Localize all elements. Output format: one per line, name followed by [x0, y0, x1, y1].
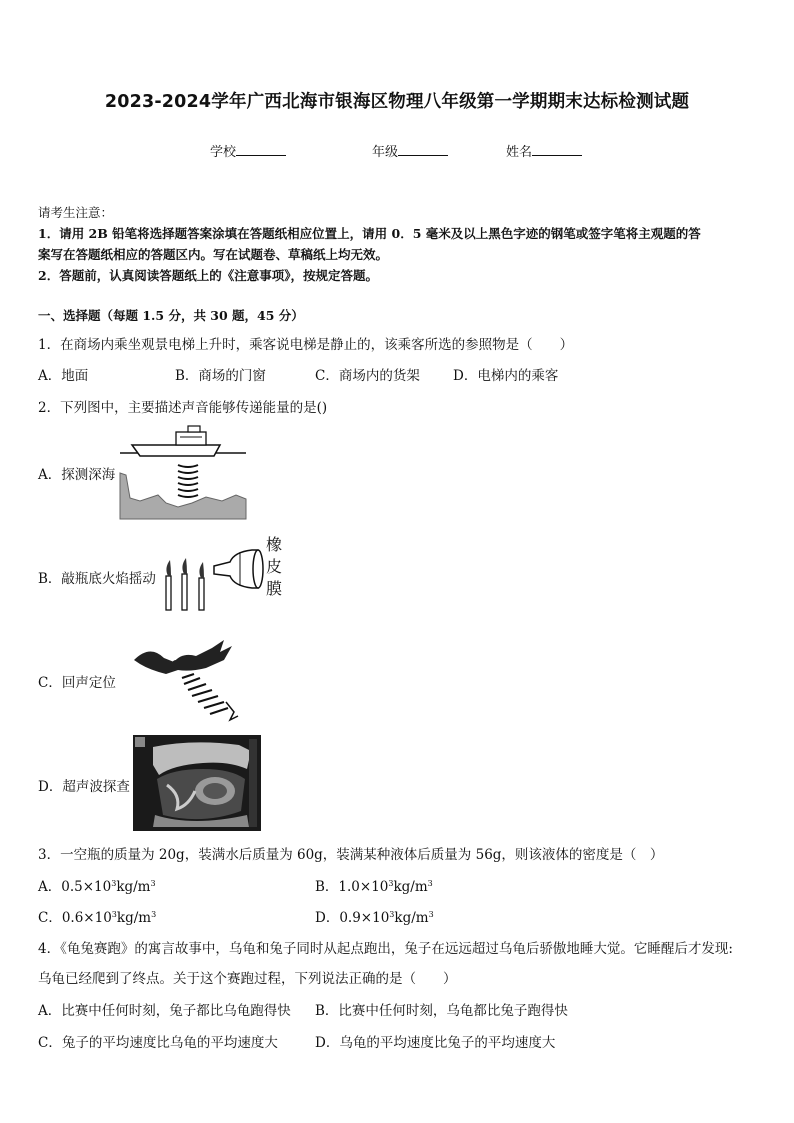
ultrasound-scan-image	[133, 735, 261, 831]
name-field	[506, 141, 582, 160]
q1-option-c: C．商场内的货架	[315, 368, 420, 384]
label-char-2: 皮	[266, 557, 283, 576]
q2-stem: 2．下列图中，主要描述声音能够传递能量的是()	[38, 400, 328, 416]
q2-option-b: B．敲瓶底火焰摇动	[38, 571, 156, 587]
name-blank	[532, 144, 582, 156]
deep-sea-sonar-figure	[118, 423, 248, 520]
q3-a-exp: 3	[111, 879, 117, 888]
q4-option-c: C．兔子的平均速度比乌龟的平均速度大	[38, 1035, 278, 1051]
q3-a-unit-exp: 3	[150, 879, 156, 888]
q4-option-a: A．比赛中任何时刻，兔子都比乌龟跑得快	[38, 1003, 291, 1019]
q3-c-unit: kg/m	[116, 910, 152, 926]
grade-field	[372, 141, 448, 160]
q3-option-c	[38, 906, 156, 926]
q3-c-unit-exp: 3	[151, 910, 157, 919]
q4-stem-line1: 4．《龟兔赛跑》的寓言故事中，乌龟和兔子同时从起点跑出，兔子在远远超过乌龟后骄傲地睡大觉。它睡醒后才发现:	[38, 941, 733, 957]
school-field	[210, 141, 286, 160]
name-label: 姓名	[506, 145, 533, 160]
notice-heading: 请考生注意：	[38, 205, 114, 220]
q3-c-coef: C．0.6×10	[38, 910, 112, 926]
school-blank	[236, 144, 286, 156]
bat-echolocation-figure	[120, 638, 250, 722]
q4-stem-line2: 乌龟已经爬到了终点。关于这个赛跑过程，下列说法正确的是（ ）	[38, 971, 457, 987]
q3-d-unit-exp: 3	[428, 910, 434, 919]
q3-b-exp: 3	[388, 879, 394, 888]
q3-option-d	[315, 906, 434, 926]
q3-a-coef: A．0.5×10	[38, 879, 112, 895]
notice-item1-line1: 1．请用 2B 铅笔将选择题答案涂填在答题纸相应位置上，请用 0．5 毫米及以上黑色字迹的钢笔或签字笔将主观题的答	[38, 226, 701, 241]
q3-a-unit: kg/m	[116, 879, 151, 895]
page-title: 2023-2024学年广西北海市银海区物理八年级第一学期期末达标检测试题	[104, 92, 690, 112]
label-char-1: 橡	[266, 535, 283, 554]
q3-stem: 3．一空瓶的质量为 20g，装满水后质量为 60g，装满某种液体后质量为 56g，则该液体的密度是（ ）	[38, 847, 664, 863]
q3-c-exp: 3	[111, 910, 117, 919]
q2-option-a: A．探测深海	[38, 467, 116, 483]
grade-blank	[398, 144, 448, 156]
q3-d-unit: kg/m	[394, 910, 429, 926]
q3-option-a	[38, 875, 156, 895]
q1-option-d: D．电梯内的乘客	[453, 368, 559, 384]
q1-option-a: A．地面	[38, 368, 89, 384]
q1-stem: 1．在商场内乘坐观景电梯上升时，乘客说电梯是静止的，该乘客所选的参照物是（ ）	[38, 337, 574, 353]
q3-b-unit: kg/m	[393, 879, 428, 895]
q2-option-c: C．回声定位	[38, 675, 116, 691]
section-heading: 一、选择题（每题 1.5 分，共 30 题，45 分）	[38, 308, 304, 323]
q2-option-d: D．超声波探查	[38, 779, 130, 795]
notice-item1-line2: 案写在答题纸相应的答题区内。写在试题卷、草稿纸上均无效。	[38, 247, 389, 262]
q3-b-unit-exp: 3	[427, 879, 433, 888]
notice-item2: 2．答题前，认真阅读答题纸上的《注意事项》，按规定答题。	[38, 268, 378, 283]
q4-option-b: B．比赛中任何时刻，乌龟都比兔子跑得快	[315, 1003, 568, 1019]
q3-b-coef: B．1.0×10	[315, 879, 389, 895]
q1-option-b: B．商场的门窗	[175, 368, 266, 384]
q3-d-coef: D．0.9×10	[315, 910, 390, 926]
q3-option-b	[315, 875, 433, 895]
rubber-membrane-label	[266, 534, 284, 600]
q4-option-d: D．乌龟的平均速度比兔子的平均速度大	[315, 1035, 556, 1051]
q3-d-exp: 3	[389, 910, 395, 919]
school-label: 学校	[210, 145, 237, 160]
grade-label: 年级	[372, 145, 399, 160]
label-char-3: 膜	[266, 579, 283, 598]
